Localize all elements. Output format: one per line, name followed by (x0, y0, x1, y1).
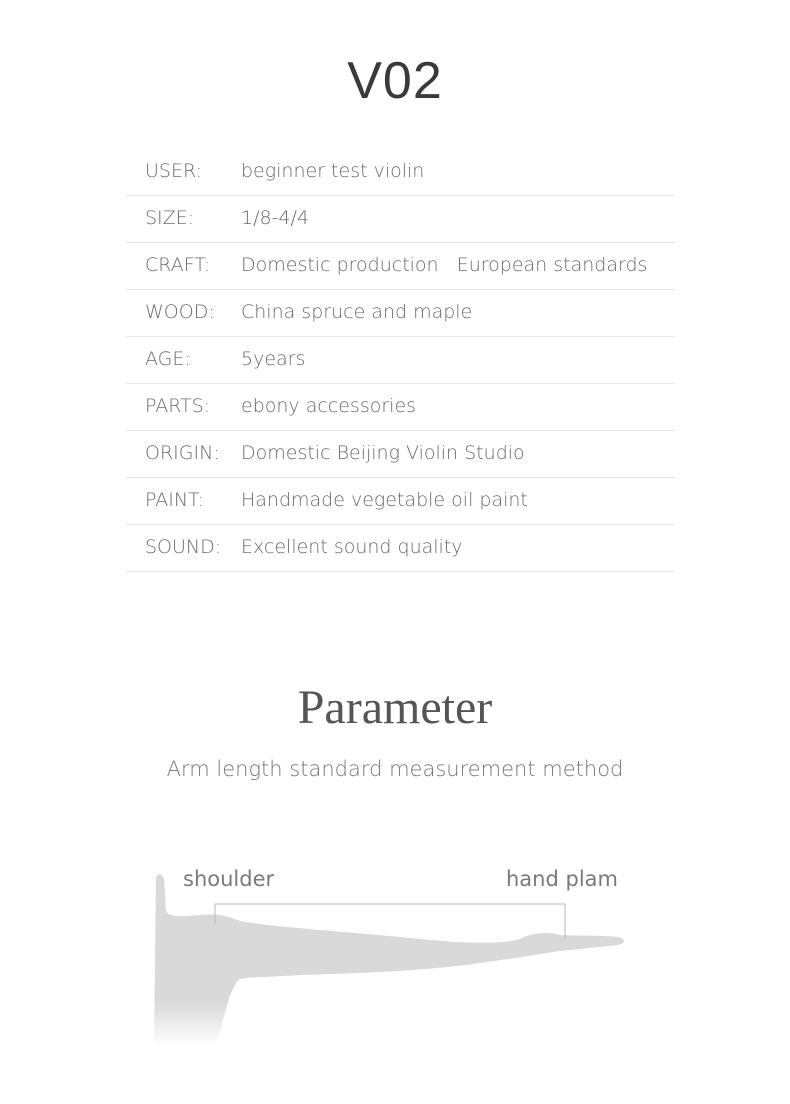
spec-value: Handmade vegetable oil paint (241, 489, 528, 511)
spec-value: Domestic production European standards (241, 254, 648, 276)
spec-value: China spruce and maple (241, 301, 473, 323)
section-subtitle: Arm length standard measurement method (166, 757, 624, 781)
spec-value: ebony accessories (241, 395, 417, 417)
spec-value: 1/8-4/4 (241, 207, 310, 229)
spec-label: USER: (145, 160, 202, 182)
arm-diagram (140, 855, 640, 1055)
arm-silhouette (154, 874, 624, 1045)
spec-row-parts (126, 384, 675, 431)
spec-row-size (126, 196, 675, 243)
spec-row-wood (126, 290, 675, 337)
spec-table (126, 149, 675, 572)
spec-label: PARTS: (145, 395, 211, 417)
shoulder-label: shoulder (183, 867, 275, 891)
spec-label: AGE: (145, 348, 191, 370)
model-title: V02 (347, 52, 443, 110)
section-title: Parameter (297, 681, 493, 734)
spec-label: CRAFT: (145, 254, 211, 276)
spec-value: 5years (241, 348, 306, 370)
spec-value: Excellent sound quality (241, 536, 463, 558)
spec-value: Domestic Beijing Violin Studio (241, 442, 525, 464)
spec-label: SIZE: (145, 207, 195, 229)
spec-row-origin (126, 431, 675, 478)
spec-label: SOUND: (145, 536, 222, 558)
spec-row-craft (126, 243, 675, 290)
hand-palm-label: hand plam (506, 867, 618, 891)
spec-row-age (126, 337, 675, 384)
spec-row-sound (126, 525, 675, 572)
spec-label: PAINT: (145, 489, 204, 511)
spec-label: ORIGIN: (145, 442, 220, 464)
spec-value: beginner test violin (241, 160, 425, 182)
spec-row-user (126, 149, 675, 196)
spec-label: WOOD: (145, 301, 215, 323)
spec-row-paint (126, 478, 675, 525)
